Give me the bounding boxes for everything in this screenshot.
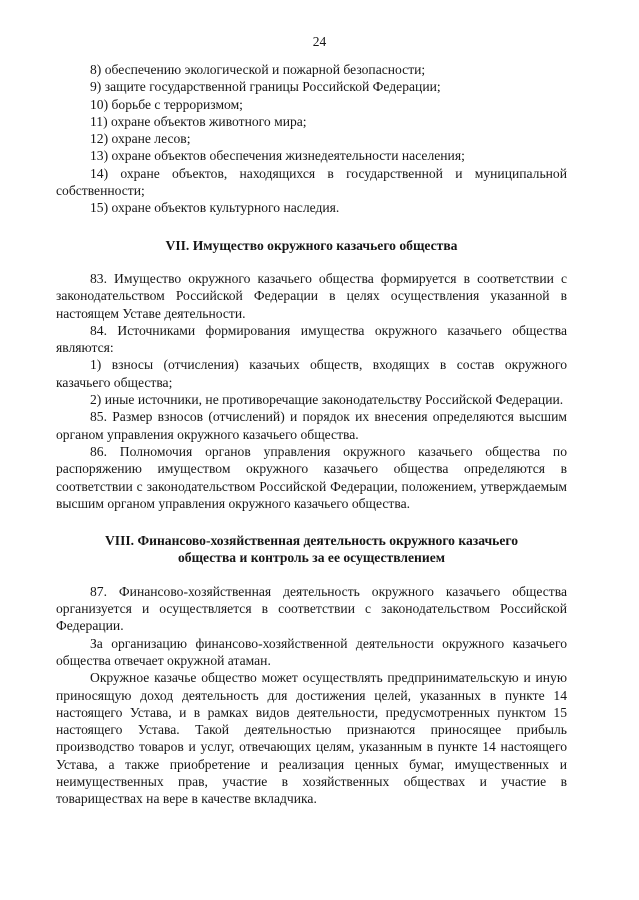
list-continuation bbox=[56, 61, 567, 217]
list-item: 10) борьбе с терроризмом; bbox=[90, 96, 243, 112]
paragraph: 83. Имущество окружного казачьего общества формируется в соответствии с законодательством Российской Федерации в целях осуществления указанной в настоящем Уставе деятельности. bbox=[56, 270, 567, 321]
section-8-heading-line-1: VIII. Финансово-хозяйственная деятельность окружного казачьего bbox=[104, 533, 519, 549]
page-number: 24 bbox=[312, 34, 327, 49]
section-8-heading-line-2: общества и контроль за ее осуществлением bbox=[177, 550, 445, 566]
paragraph: За организацию финансово-хозяйственной деятельности окружного казачьего общества отвечает окружной атаман. bbox=[56, 635, 567, 668]
section-7-body bbox=[56, 270, 567, 512]
list-item: 13) охране объектов обеспечения жизнедеятельности населения; bbox=[90, 148, 465, 164]
list-item: 14) охране объектов, находящихся в государственной и муниципальной собственности; bbox=[56, 165, 567, 199]
document-body bbox=[56, 61, 567, 808]
paragraph: 85. Размер взносов (отчислений) и порядок их внесения определяются высшим органом управления окружного казачьего общества. bbox=[56, 409, 567, 442]
section-8-body bbox=[56, 583, 567, 808]
section-7-heading: VII. Имущество окружного казачьего общества bbox=[165, 237, 458, 253]
paragraph: 1) взносы (отчисления) казачьих обществ, входящих в состав окружного казачьего общества; bbox=[56, 357, 567, 390]
list-item: 8) обеспечению экологической и пожарной безопасности; bbox=[90, 62, 426, 77]
list-item: 15) охране объектов культурного наследия. bbox=[90, 200, 340, 216]
paragraph: 87. Финансово-хозяйственная деятельность окружного казачьего общества организуется и осуществляется в соответствии с законодательством Российской Федерации. bbox=[56, 583, 567, 634]
paragraph: 86. Полномочия органов управления окружного казачьего общества по распоряжению имуществом окружного казачьего общества определяются в соответствии с законодательством Российской Федерации, положением, утверждаемым высшим органом управления окружного казачьего общества. bbox=[56, 443, 567, 511]
paragraph: 2) иные источники, не противоречащие законодательству Российской Федерации. bbox=[90, 392, 564, 408]
paragraph: Окружное казачье общество может осуществлять предпринимательскую и иную приносящую доход деятельность для достижения целей, указанных в пункте 14 настоящего Устава, и в рамках видов деятельности, предусмотренных пунктом 15 настоящего Устава. Такой деятельностью признаются приносящее прибыль производство товаров и услуг, отвечающих целям, указанным в пункте 14 настоящего Устава, а также приобретение и реализация ценных бумаг, имущественных и неимущественных прав, участие в хозяйственных обществах и участие в товариществах на вере в качестве вкладчика. bbox=[56, 670, 567, 807]
list-item: 9) защите государственной границы Российской Федерации; bbox=[90, 79, 441, 95]
list-item: 12) охране лесов; bbox=[90, 131, 191, 147]
list-item: 11) охране объектов животного мира; bbox=[90, 113, 307, 129]
paragraph: 84. Источниками формирования имущества окружного казачьего общества являются: bbox=[56, 322, 567, 356]
